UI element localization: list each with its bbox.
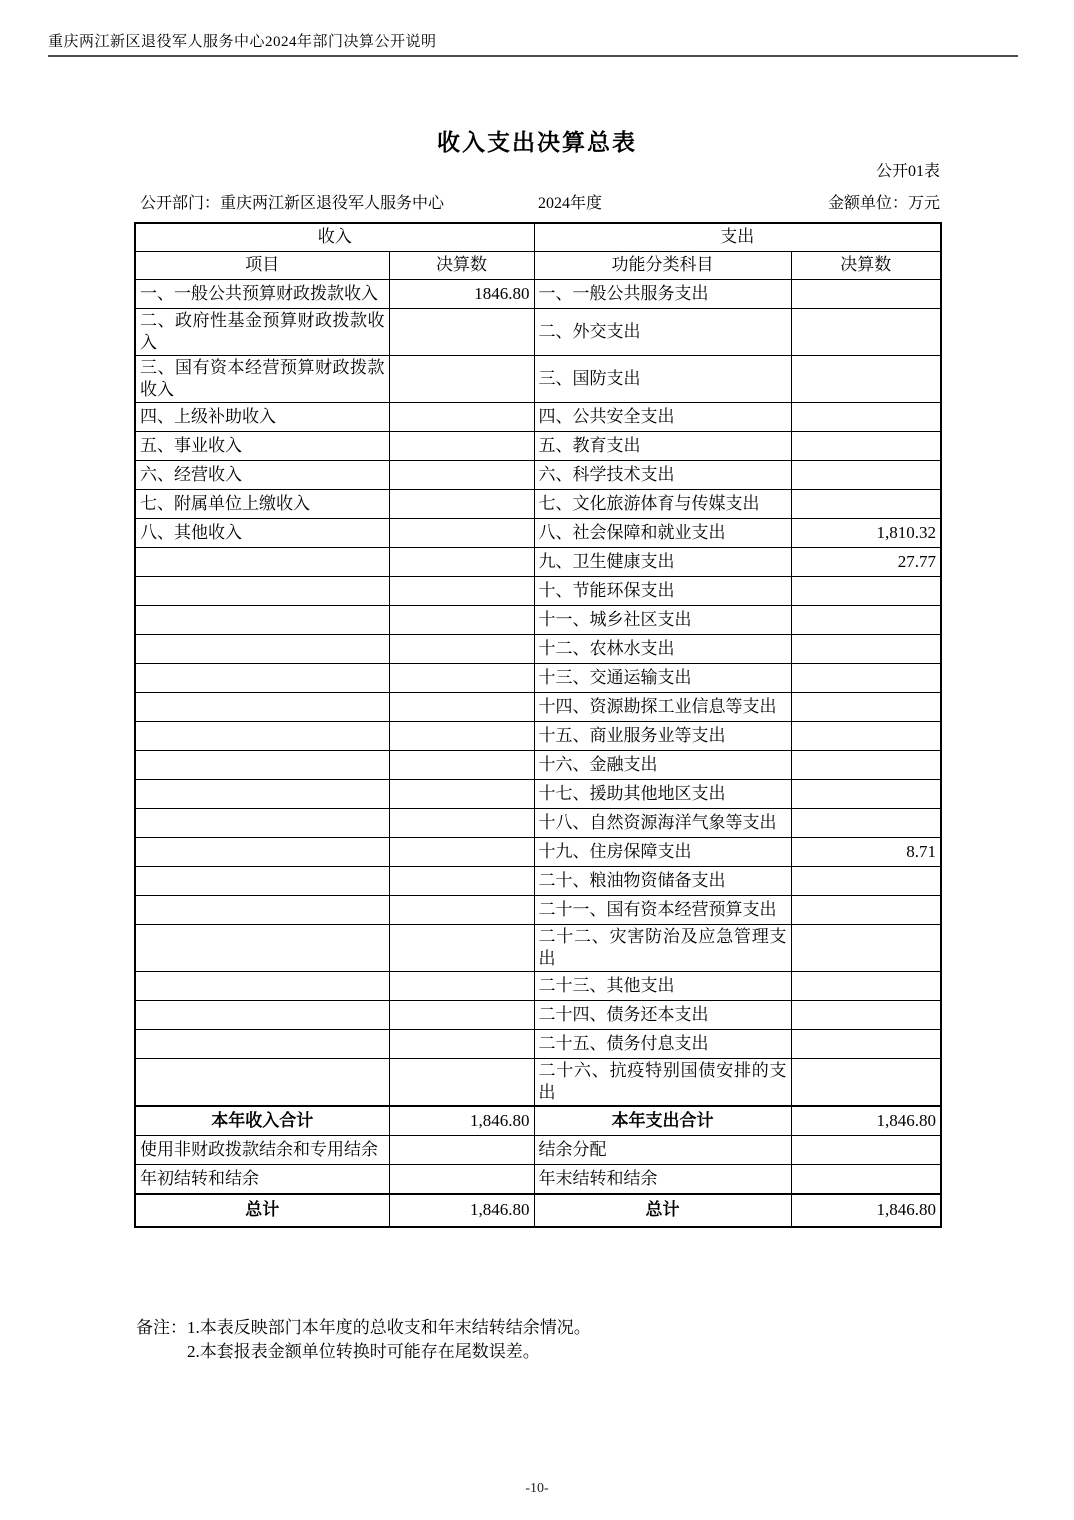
table-row xyxy=(135,460,941,489)
expense-item-cell: 十九、住房保障支出 xyxy=(534,837,791,866)
expense-item-cell: 二十四、债务还本支出 xyxy=(534,1000,791,1029)
income-value-cell xyxy=(389,1000,534,1029)
table-row xyxy=(135,634,941,663)
table-row xyxy=(135,924,941,971)
income-item-cell xyxy=(135,547,389,576)
page-number: -10- xyxy=(525,1481,549,1496)
income-value-cell xyxy=(389,663,534,692)
column-header-income-amount: 决算数 xyxy=(389,251,534,279)
expense-value-cell xyxy=(791,692,941,721)
income-item-cell xyxy=(135,1058,389,1106)
table-row xyxy=(135,402,941,431)
expense-value-cell xyxy=(791,576,941,605)
income-value-cell xyxy=(389,924,534,971)
expense-value-cell xyxy=(791,1165,941,1194)
table-row xyxy=(135,750,941,779)
expense-value-cell xyxy=(791,1029,941,1058)
expense-value-cell xyxy=(791,279,941,308)
expense-value-cell: 8.71 xyxy=(791,837,941,866)
expense-value-cell: 1,810.32 xyxy=(791,518,941,547)
expense-value-cell xyxy=(791,308,941,355)
expense-value-cell: 27.77 xyxy=(791,547,941,576)
income-value-cell xyxy=(389,895,534,924)
expense-item-cell: 二、外交支出 xyxy=(534,308,791,355)
income-item-cell: 四、上级补助收入 xyxy=(135,402,389,431)
table-row xyxy=(135,692,941,721)
income-value-cell xyxy=(389,308,534,355)
expense-item-cell: 二十、粮油物资储备支出 xyxy=(534,866,791,895)
expense-item-cell: 十三、交通运输支出 xyxy=(534,663,791,692)
table-row xyxy=(135,721,941,750)
income-item-cell xyxy=(135,924,389,971)
expense-value-cell xyxy=(791,355,941,402)
table-row xyxy=(135,1194,941,1227)
expense-value-cell xyxy=(791,431,941,460)
income-value-cell xyxy=(389,1029,534,1058)
income-value-cell xyxy=(389,971,534,1000)
table-row xyxy=(135,1000,941,1029)
header-rule xyxy=(48,55,1018,57)
expense-item-cell: 十七、援助其他地区支出 xyxy=(534,779,791,808)
expense-item-cell: 十八、自然资源海洋气象等支出 xyxy=(534,808,791,837)
income-value-cell: 1,846.80 xyxy=(389,1194,534,1227)
income-value-cell xyxy=(389,489,534,518)
income-value-cell xyxy=(389,721,534,750)
table-row xyxy=(135,605,941,634)
income-item-cell xyxy=(135,576,389,605)
budget-summary-table xyxy=(134,222,942,1228)
table-row xyxy=(135,808,941,837)
income-item-cell xyxy=(135,605,389,634)
income-item-cell xyxy=(135,779,389,808)
income-item-cell: 三、国有资本经营预算财政拨款收入 xyxy=(135,355,389,402)
expense-item-cell: 年末结转和结余 xyxy=(534,1165,791,1194)
income-value-cell xyxy=(389,402,534,431)
income-item-cell xyxy=(135,1029,389,1058)
table-code-label: 公开01表 xyxy=(875,163,940,180)
expense-item-cell: 五、教育支出 xyxy=(534,431,791,460)
table-row xyxy=(135,576,941,605)
expense-value-cell xyxy=(791,489,941,518)
income-item-cell: 五、事业收入 xyxy=(135,431,389,460)
column-header-income-item: 项目 xyxy=(135,251,389,279)
column-header-row xyxy=(135,251,941,279)
expense-item-cell: 二十一、国有资本经营预算支出 xyxy=(534,895,791,924)
expense-item-cell: 总计 xyxy=(534,1194,791,1227)
income-item-cell: 二、政府性基金预算财政拨款收入 xyxy=(135,308,389,355)
expense-value-cell: 1,846.80 xyxy=(791,1194,941,1227)
expense-item-cell: 二十三、其他支出 xyxy=(534,971,791,1000)
income-item-cell xyxy=(135,634,389,663)
income-item-cell: 六、经营收入 xyxy=(135,460,389,489)
income-value-cell xyxy=(389,808,534,837)
income-value-cell xyxy=(389,1058,534,1106)
income-value-cell xyxy=(389,837,534,866)
expense-value-cell xyxy=(791,663,941,692)
notes-block xyxy=(136,1316,591,1364)
table-row xyxy=(135,355,941,402)
income-item-cell xyxy=(135,866,389,895)
expense-item-cell: 九、卫生健康支出 xyxy=(534,547,791,576)
expense-value-cell xyxy=(791,634,941,663)
expense-item-cell: 三、国防支出 xyxy=(534,355,791,402)
expense-value-cell xyxy=(791,605,941,634)
income-value-cell xyxy=(389,576,534,605)
expense-value-cell: 1,846.80 xyxy=(791,1106,941,1136)
expense-value-cell xyxy=(791,971,941,1000)
income-value-cell: 1846.80 xyxy=(389,279,534,308)
page-title: 收入支出决算总表 xyxy=(437,130,637,155)
income-value-cell xyxy=(389,750,534,779)
income-value-cell: 1,846.80 xyxy=(389,1106,534,1136)
expense-value-cell xyxy=(791,1000,941,1029)
income-item-cell xyxy=(135,750,389,779)
income-value-cell xyxy=(389,355,534,402)
expense-value-cell xyxy=(791,460,941,489)
expense-item-cell: 结余分配 xyxy=(534,1136,791,1165)
income-value-cell xyxy=(389,1165,534,1194)
income-item-cell xyxy=(135,895,389,924)
expense-item-cell: 十四、资源勘探工业信息等支出 xyxy=(534,692,791,721)
expense-item-cell: 二十五、债务付息支出 xyxy=(534,1029,791,1058)
expense-item-cell: 四、公共安全支出 xyxy=(534,402,791,431)
income-item-cell xyxy=(135,692,389,721)
table-row xyxy=(135,1106,941,1136)
table-meta-row xyxy=(140,190,940,212)
income-item-cell xyxy=(135,721,389,750)
income-item-cell: 年初结转和结余 xyxy=(135,1165,389,1194)
expense-section-header: 支出 xyxy=(534,223,941,251)
income-item-cell xyxy=(135,1000,389,1029)
table-row xyxy=(135,1058,941,1106)
table-row xyxy=(135,895,941,924)
section-header-row xyxy=(135,223,941,251)
income-value-cell xyxy=(389,431,534,460)
expense-value-cell xyxy=(791,895,941,924)
income-item-cell: 八、其他收入 xyxy=(135,518,389,547)
expense-item-cell: 六、科学技术支出 xyxy=(534,460,791,489)
expense-item-cell: 十、节能环保支出 xyxy=(534,576,791,605)
expense-item-cell: 十一、城乡社区支出 xyxy=(534,605,791,634)
table-row xyxy=(135,518,941,547)
expense-value-cell xyxy=(791,721,941,750)
column-header-expense-amount: 决算数 xyxy=(791,251,941,279)
column-header-expense-item: 功能分类科目 xyxy=(534,251,791,279)
meta-unit: 金额单位：万元 xyxy=(827,195,940,212)
income-value-cell xyxy=(389,1136,534,1165)
expense-item-cell: 二十六、抗疫特别国债安排的支出 xyxy=(534,1058,791,1106)
expense-value-cell xyxy=(791,402,941,431)
expense-item-cell: 十二、农林水支出 xyxy=(534,634,791,663)
expense-value-cell xyxy=(791,779,941,808)
expense-item-cell: 二十二、灾害防治及应急管理支出 xyxy=(534,924,791,971)
table-row xyxy=(135,971,941,1000)
table-row xyxy=(135,1165,941,1194)
income-value-cell xyxy=(389,547,534,576)
table-row xyxy=(135,837,941,866)
table-row xyxy=(135,1029,941,1058)
expense-item-cell: 一、一般公共服务支出 xyxy=(534,279,791,308)
income-value-cell xyxy=(389,692,534,721)
income-value-cell xyxy=(389,866,534,895)
table-row xyxy=(135,431,941,460)
income-value-cell xyxy=(389,779,534,808)
income-item-cell xyxy=(135,808,389,837)
meta-year: 2024年度 xyxy=(538,195,603,212)
document-header-text: 重庆两江新区退役军人服务中心2024年部门决算公开说明 xyxy=(48,34,437,50)
expense-item-cell: 十五、商业服务业等支出 xyxy=(534,721,791,750)
table-row xyxy=(135,547,941,576)
income-item-cell xyxy=(135,663,389,692)
note-line-1: 备注：1.本表反映部门本年度的总收支和年末结转结余情况。 xyxy=(136,1318,591,1337)
income-item-cell xyxy=(135,837,389,866)
income-item-cell: 七、附属单位上缴收入 xyxy=(135,489,389,518)
expense-item-cell: 八、社会保障和就业支出 xyxy=(534,518,791,547)
income-value-cell xyxy=(389,518,534,547)
table-row xyxy=(135,663,941,692)
expense-item-cell: 十六、金融支出 xyxy=(534,750,791,779)
expense-value-cell xyxy=(791,1058,941,1106)
income-item-cell: 总计 xyxy=(135,1194,389,1227)
table-row xyxy=(135,489,941,518)
income-item-cell xyxy=(135,971,389,1000)
expense-item-cell: 七、文化旅游体育与传媒支出 xyxy=(534,489,791,518)
income-item-cell: 本年收入合计 xyxy=(135,1106,389,1136)
expense-value-cell xyxy=(791,750,941,779)
income-value-cell xyxy=(389,460,534,489)
table-row xyxy=(135,279,941,308)
income-item-cell: 一、一般公共预算财政拨款收入 xyxy=(135,279,389,308)
expense-value-cell xyxy=(791,924,941,971)
income-item-cell: 使用非财政拨款结余和专用结余 xyxy=(135,1136,389,1165)
expense-value-cell xyxy=(791,1136,941,1165)
table-row xyxy=(135,308,941,355)
table-row xyxy=(135,866,941,895)
income-value-cell xyxy=(389,634,534,663)
expense-value-cell xyxy=(791,808,941,837)
note-line-2: 2.本套报表金额单位转换时可能存在尾数误差。 xyxy=(187,1342,540,1361)
expense-value-cell xyxy=(791,866,941,895)
table-row xyxy=(135,1136,941,1165)
meta-department: 公开部门：重庆两江新区退役军人服务中心 xyxy=(140,195,445,212)
income-section-header: 收入 xyxy=(135,223,534,251)
income-value-cell xyxy=(389,605,534,634)
expense-item-cell: 本年支出合计 xyxy=(534,1106,791,1136)
table-row xyxy=(135,779,941,808)
